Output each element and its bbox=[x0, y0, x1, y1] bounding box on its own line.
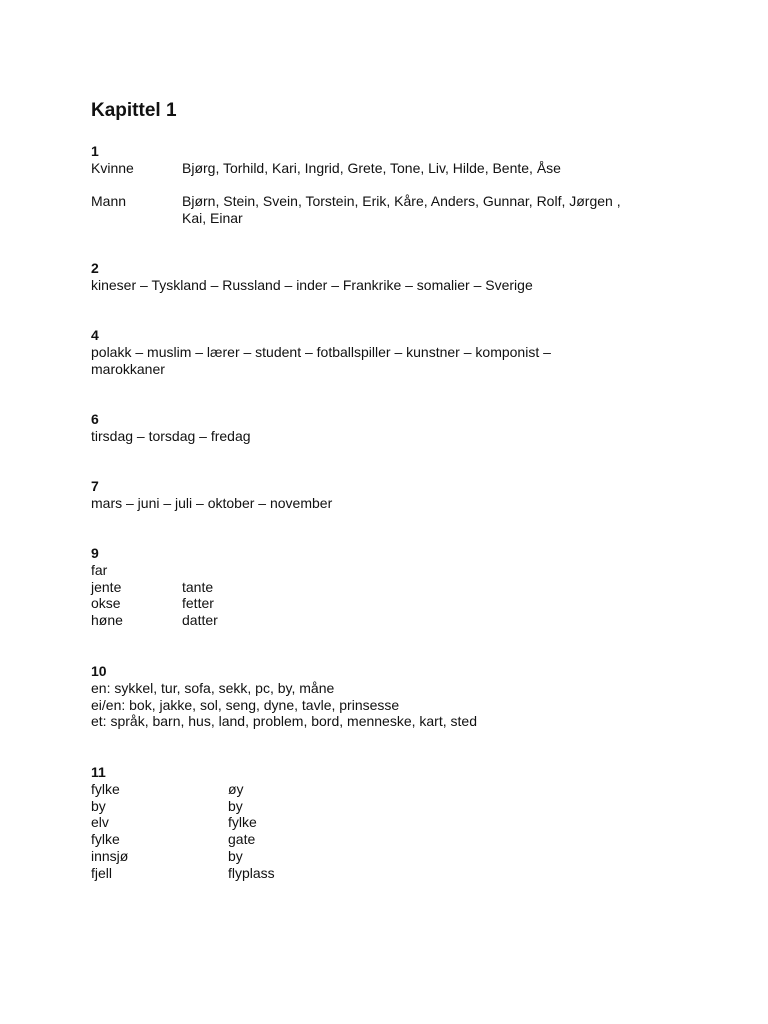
gender-line-ei-en: ei/en: bok, jakke, sol, seng, dyne, tavle, prinsesse bbox=[91, 696, 400, 713]
row-text: Bjørg, Torhild, Kari, Ingrid, Grete, Tone, Liv, Hilde, Bente, Åse bbox=[182, 159, 561, 176]
exercise-number: 7 bbox=[91, 478, 99, 494]
word-left: elv bbox=[91, 814, 109, 831]
word-pair bbox=[91, 848, 731, 865]
exercise-number: 9 bbox=[91, 545, 99, 561]
word-right: datter bbox=[182, 612, 218, 629]
word: far bbox=[91, 561, 108, 578]
word-right: øy bbox=[228, 780, 244, 797]
word-pair bbox=[91, 612, 731, 629]
exercise-10 bbox=[91, 663, 731, 730]
exercise-9 bbox=[91, 545, 731, 629]
word-pair bbox=[91, 595, 731, 612]
gender-line-en: en: sykkel, tur, sofa, sekk, pc, by, måne bbox=[91, 679, 335, 696]
word-right: flyplass bbox=[228, 864, 275, 881]
exercise-4 bbox=[91, 327, 731, 377]
row-label: Kvinne bbox=[91, 159, 134, 176]
word-right: by bbox=[228, 847, 243, 864]
exercise-number: 4 bbox=[91, 327, 99, 343]
row-text: Bjørn, Stein, Svein, Torstein, Erik, Kåre, Anders, Gunnar, Rolf, Jørgen , Kai, Einar bbox=[182, 193, 621, 227]
word-pair bbox=[91, 781, 731, 798]
word-pair bbox=[91, 831, 731, 848]
exercise-number: 2 bbox=[91, 260, 99, 276]
word-right: gate bbox=[228, 831, 256, 848]
exercise-7 bbox=[91, 478, 731, 512]
name-row-mann bbox=[91, 193, 731, 227]
word-left: fylke bbox=[91, 780, 120, 797]
word-left: by bbox=[91, 797, 106, 814]
word-pair bbox=[91, 865, 731, 882]
word-pair bbox=[91, 798, 731, 815]
exercise-number: 6 bbox=[91, 411, 99, 427]
gender-line-et: et: språk, barn, hus, land, problem, bord, menneske, kart, sted bbox=[91, 713, 477, 730]
row-label: Mann bbox=[91, 193, 127, 210]
page-title: Kapittel 1 bbox=[91, 100, 177, 121]
word-left: fylke bbox=[91, 831, 120, 848]
exercise-number: 11 bbox=[91, 764, 106, 780]
word-left: fjell bbox=[91, 864, 113, 881]
exercise-text: mars – juni – juli – oktober – november bbox=[91, 494, 333, 511]
word-right: by bbox=[228, 797, 243, 814]
word-right: fetter bbox=[182, 595, 214, 612]
exercise-number: 1 bbox=[91, 143, 99, 159]
word-left: okse bbox=[91, 595, 121, 612]
exercise-2 bbox=[91, 260, 731, 294]
exercise-text: tirsdag – torsdag – fredag bbox=[91, 427, 251, 444]
word-right: fylke bbox=[228, 814, 257, 831]
word-right: tante bbox=[182, 578, 214, 595]
exercise-1 bbox=[91, 143, 731, 227]
word-left: høne bbox=[91, 612, 123, 629]
word-pair bbox=[91, 814, 731, 831]
exercise-text: kineser – Tyskland – Russland – inder – Frankrike – somalier – Sverige bbox=[91, 276, 533, 293]
word-left: jente bbox=[91, 578, 122, 595]
exercise-number: 10 bbox=[91, 663, 107, 679]
word-pair bbox=[91, 579, 731, 596]
exercise-text: polakk – muslim – lærer – student – fotballspiller – kunstner – komponist – marokkaner bbox=[91, 343, 551, 377]
exercise-11 bbox=[91, 764, 731, 882]
word-left: innsjø bbox=[91, 847, 129, 864]
name-row-kvinne bbox=[91, 160, 731, 177]
exercise-6 bbox=[91, 411, 731, 445]
